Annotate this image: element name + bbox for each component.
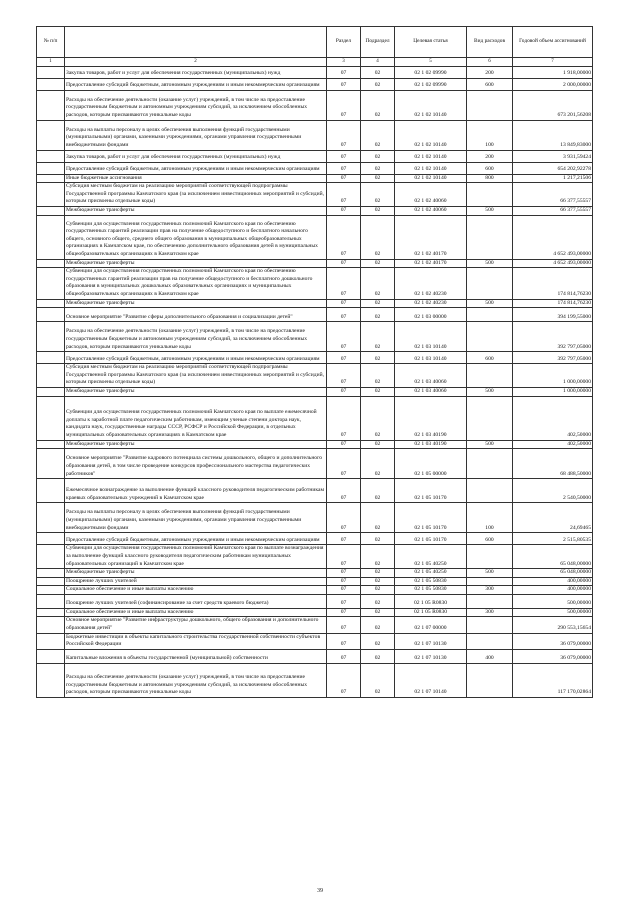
table-row: [37, 206, 593, 215]
row-expense-type-cell: 600: [467, 78, 513, 90]
row-section-cell: 07: [327, 322, 361, 352]
row-name-cell: Субвенции для осуществления государственных полномочий Камчатского края по обеспечению государственных гарантий реализации прав на получение общедоступного и бесплатного дошкольного образования в муниципальных дошкольных образовательных организациях и муниципальных общеобразовательных организациях в Камчатском крае: [65, 268, 327, 299]
row-section-cell: 07: [327, 150, 361, 162]
table-row: [37, 617, 593, 633]
row-target-cell: 02 1 02 10140: [395, 162, 467, 174]
header-target: Целевая статья: [395, 27, 467, 58]
row-number-cell: [37, 162, 65, 174]
row-name-cell: Поощрение лучших учителей: [65, 577, 327, 586]
row-section-cell: 07: [327, 299, 361, 308]
row-total-cell: 13 849,83000: [513, 120, 593, 150]
row-number-cell: [37, 663, 65, 697]
row-target-cell: 02 1 03 40060: [395, 387, 467, 396]
row-subsection-cell: 02: [361, 569, 395, 578]
row-subsection-cell: 02: [361, 577, 395, 586]
row-subsection-cell: 02: [361, 364, 395, 388]
row-name-cell: Предоставление субсидий бюджетным, автономным учреждениям и иным некоммерческим организациям: [65, 78, 327, 90]
row-expense-type-cell: [467, 545, 513, 569]
row-section-cell: 07: [327, 449, 361, 479]
row-expense-type-cell: 500: [467, 569, 513, 578]
row-target-cell: 02 1 05 R0830: [395, 594, 467, 608]
row-section-cell: 07: [327, 503, 361, 533]
row-total-cell: 500,00000: [513, 594, 593, 608]
row-name-cell: Межбюджетные трансферты: [65, 440, 327, 449]
row-section-cell: 07: [327, 78, 361, 90]
row-subsection-cell: 02: [361, 387, 395, 396]
row-subsection-cell: 02: [361, 90, 395, 120]
row-expense-type-cell: 600: [467, 533, 513, 545]
table-row: [37, 364, 593, 388]
row-number-cell: [37, 174, 65, 183]
row-section-cell: 07: [327, 396, 361, 440]
row-name-cell: Межбюджетные трансферты: [65, 299, 327, 308]
row-total-cell: 66 377,55557: [513, 206, 593, 215]
table-row: [37, 503, 593, 533]
row-number-cell: [37, 66, 65, 78]
row-total-cell: 400,00000: [513, 577, 593, 586]
row-total-cell: 500,00000: [513, 608, 593, 617]
row-section-cell: 07: [327, 586, 361, 595]
column-index: 3: [327, 58, 361, 67]
row-name-cell: Иные бюджетные ассигнования: [65, 174, 327, 183]
row-expense-type-cell: 600: [467, 162, 513, 174]
row-expense-type-cell: [467, 308, 513, 322]
header-total: Годовой объем ассигнований: [513, 27, 593, 58]
row-total-cell: 1 217,21506: [513, 174, 593, 183]
row-target-cell: 02 1 07 10130: [395, 633, 467, 649]
table-row: [37, 90, 593, 120]
row-section-cell: 07: [327, 352, 361, 364]
table-row: [37, 545, 593, 569]
row-number-cell: [37, 633, 65, 649]
row-name-cell: Межбюджетные трансферты: [65, 259, 327, 268]
column-index: 2: [65, 58, 327, 67]
row-total-cell: 1 918,00000: [513, 66, 593, 78]
row-number-cell: [37, 268, 65, 299]
row-total-cell: 65 048,00000: [513, 545, 593, 569]
row-name-cell: Расходы на выплаты персоналу в целях обеспечения выполнения функций государственными (муниципальными) органами, казенными учреждениями, органами управления государственными внебюджетными фондами: [65, 503, 327, 533]
row-name-cell: Субсидия местным бюджетам на реализацию мероприятий соответствующей подпрограммы Государственной программы Камчатского края (за исключением инвестиционных мероприятий и субсидий, которым присвоены отдельные коды): [65, 364, 327, 388]
column-index: 7: [513, 58, 593, 67]
table-row: [37, 387, 593, 396]
row-expense-type-cell: 500: [467, 206, 513, 215]
row-target-cell: 02 1 05 R0830: [395, 608, 467, 617]
row-target-cell: 02 1 02 40060: [395, 183, 467, 207]
table-row: [37, 66, 593, 78]
row-name-cell: Закупка товаров, работ и услуг для обеспечения государственных (муниципальных) нужд: [65, 150, 327, 162]
row-target-cell: 02 1 07 10140: [395, 663, 467, 697]
row-target-cell: 02 1 07 00000: [395, 617, 467, 633]
row-section-cell: 07: [327, 90, 361, 120]
budget-sheet: [36, 26, 592, 698]
row-target-cell: 02 1 05 10170: [395, 503, 467, 533]
row-section-cell: 07: [327, 66, 361, 78]
row-name-cell: Расходы на обеспечение деятельности (оказание услуг) учреждений, в том числе на предоставление государственным бюджетным и автономным учреждениям субсидий, за исключением обособленных расходов, которым присваиваются уникальные коды: [65, 663, 327, 697]
row-total-cell: 3 931,59424: [513, 150, 593, 162]
row-name-cell: Поощрение лучших учителей (софинансирование за счет средств краевого бюджета): [65, 594, 327, 608]
row-expense-type-cell: 600: [467, 352, 513, 364]
table-row: [37, 479, 593, 503]
row-number-cell: [37, 120, 65, 150]
row-target-cell: 02 1 07 10130: [395, 649, 467, 663]
row-target-cell: 02 1 03 10140: [395, 352, 467, 364]
table-row: [37, 396, 593, 440]
row-target-cell: 02 1 05 10170: [395, 479, 467, 503]
row-name-cell: Расходы на обеспечение деятельности (оказание услуг) учреждений, в том числе на предоставление государственным бюджетным и автономным учреждениям субсидий, за исключением обособленных расходов, которым присваиваются уникальные коды: [65, 90, 327, 120]
row-section-cell: 07: [327, 364, 361, 388]
table-row: [37, 586, 593, 595]
row-subsection-cell: 02: [361, 649, 395, 663]
row-total-cell: 402,50000: [513, 396, 593, 440]
row-total-cell: 65 048,00000: [513, 569, 593, 578]
row-name-cell: Ежемесячное вознаграждение за выполнение функций классного руководителя педагогическим работникам краевых образовательных учреждений в Камчатском крае: [65, 479, 327, 503]
row-subsection-cell: 02: [361, 586, 395, 595]
row-name-cell: Основное мероприятие "Развитие инфраструктуры дошкольного, общего образования и дополнительного образования детей": [65, 617, 327, 633]
row-total-cell: 290 553,15654: [513, 617, 593, 633]
header-no: № п/п: [37, 27, 65, 58]
row-section-cell: 07: [327, 649, 361, 663]
row-name-cell: Межбюджетные трансферты: [65, 206, 327, 215]
row-expense-type-cell: 500: [467, 299, 513, 308]
row-expense-type-cell: 500: [467, 387, 513, 396]
row-name-cell: Предоставление субсидий бюджетным, автономным учреждениям и иным некоммерческим организациям: [65, 352, 327, 364]
row-name-cell: Социальное обеспечение и иные выплаты населению: [65, 586, 327, 595]
row-subsection-cell: 02: [361, 608, 395, 617]
column-index: 5: [395, 58, 467, 67]
row-section-cell: 07: [327, 387, 361, 396]
row-total-cell: 24,69465: [513, 503, 593, 533]
row-target-cell: 02 1 03 40190: [395, 440, 467, 449]
row-number-cell: [37, 78, 65, 90]
row-name-cell: Субвенции для осуществления государственных полномочий Камчатского края по выплате вознаграждения за выполнение функций классного руководителя педагогическим работникам муниципальных образовательных организаций в Камчатском крае: [65, 545, 327, 569]
row-subsection-cell: 02: [361, 396, 395, 440]
row-total-cell: 673 201,56208: [513, 90, 593, 120]
row-number-cell: [37, 449, 65, 479]
column-index: 1: [37, 58, 65, 67]
row-number-cell: [37, 503, 65, 533]
row-section-cell: 07: [327, 268, 361, 299]
row-target-cell: 02 1 03 40060: [395, 364, 467, 388]
row-section-cell: 07: [327, 663, 361, 697]
row-total-cell: 1 000,00000: [513, 364, 593, 388]
table-row: [37, 594, 593, 608]
row-subsection-cell: 02: [361, 449, 395, 479]
row-expense-type-cell: 100: [467, 120, 513, 150]
row-number-cell: [37, 259, 65, 268]
table-row: [37, 308, 593, 322]
row-name-cell: Бюджетные инвестиции в объекты капитального строительства государственной собственности субъектов Российской Федерации: [65, 633, 327, 649]
row-name-cell: Социальное обеспечение и иные выплаты населению: [65, 608, 327, 617]
row-target-cell: 02 1 02 10140: [395, 174, 467, 183]
row-name-cell: Закупка товаров, работ и услуг для обеспечения государственных (муниципальных) нужд: [65, 66, 327, 78]
row-number-cell: [37, 364, 65, 388]
row-expense-type-cell: [467, 396, 513, 440]
row-name-cell: Субвенции для осуществления государственных полномочий Камчатского края по выплате ежемесячной доплаты к заработной плате педагогическим работникам, имеющим ученые степени доктора наук, кандидата наук, государственные награды СССР, РСФСР и Российской Федерации, в отдельных муниципальных образовательных организациях в Камчатском крае: [65, 396, 327, 440]
header-expense-type: Вид расходов: [467, 27, 513, 58]
row-section-cell: 07: [327, 259, 361, 268]
row-section-cell: 07: [327, 215, 361, 259]
row-section-cell: 07: [327, 174, 361, 183]
row-expense-type-cell: [467, 577, 513, 586]
row-number-cell: [37, 387, 65, 396]
row-number-cell: [37, 206, 65, 215]
row-total-cell: 2 000,00000: [513, 78, 593, 90]
row-section-cell: 07: [327, 545, 361, 569]
row-subsection-cell: 02: [361, 150, 395, 162]
row-expense-type-cell: [467, 633, 513, 649]
column-index: 4: [361, 58, 395, 67]
row-total-cell: 174 814,76230: [513, 299, 593, 308]
row-subsection-cell: 02: [361, 120, 395, 150]
row-number-cell: [37, 617, 65, 633]
row-name-cell: Межбюджетные трансферты: [65, 387, 327, 396]
row-name-cell: Капитальные вложения в объекты государственной (муниципальной) собственности: [65, 649, 327, 663]
page-number: 39: [317, 888, 323, 894]
row-total-cell: 400,00000: [513, 586, 593, 595]
budget-table: [36, 26, 593, 698]
row-name-cell: Основное мероприятие "Развитие сферы дополнительного образования и социализации детей": [65, 308, 327, 322]
row-number-cell: [37, 649, 65, 663]
row-subsection-cell: 02: [361, 533, 395, 545]
table-row: [37, 78, 593, 90]
table-row: [37, 633, 593, 649]
row-total-cell: 68 488,50000: [513, 449, 593, 479]
row-subsection-cell: 02: [361, 308, 395, 322]
header-subsection: Подраздел: [361, 27, 395, 58]
row-subsection-cell: 02: [361, 66, 395, 78]
table-row: [37, 174, 593, 183]
row-target-cell: 02 1 02 40170: [395, 215, 467, 259]
row-subsection-cell: 02: [361, 183, 395, 207]
row-section-cell: 07: [327, 608, 361, 617]
row-section-cell: 07: [327, 479, 361, 503]
row-target-cell: 02 1 05 00000: [395, 449, 467, 479]
row-subsection-cell: 02: [361, 268, 395, 299]
row-name-cell: Расходы на обеспечение деятельности (оказание услуг) учреждений, в том числе на предоставление государственным бюджетным и автономным учреждениям субсидий, за исключением обособленных расходов, которым присваиваются уникальные коды: [65, 322, 327, 352]
table-row: [37, 649, 593, 663]
row-expense-type-cell: [467, 617, 513, 633]
table-row: [37, 533, 593, 545]
row-total-cell: 117 170,02864: [513, 663, 593, 697]
row-target-cell: 02 1 02 10140: [395, 120, 467, 150]
row-total-cell: 2 540,50000: [513, 479, 593, 503]
row-target-cell: 02 1 03 40190: [395, 396, 467, 440]
row-expense-type-cell: [467, 322, 513, 352]
row-section-cell: 07: [327, 594, 361, 608]
row-expense-type-cell: 300: [467, 586, 513, 595]
row-total-cell: 4 652 493,00000: [513, 259, 593, 268]
row-target-cell: 02 1 02 09990: [395, 78, 467, 90]
row-subsection-cell: 02: [361, 440, 395, 449]
row-target-cell: 02 1 02 40230: [395, 299, 467, 308]
row-subsection-cell: 02: [361, 479, 395, 503]
row-target-cell: 02 1 02 10140: [395, 150, 467, 162]
row-name-cell: Предоставление субсидий бюджетным, автономным учреждениям и иным некоммерческим организациям: [65, 162, 327, 174]
row-number-cell: [37, 299, 65, 308]
row-number-cell: [37, 569, 65, 578]
row-number-cell: [37, 577, 65, 586]
row-expense-type-cell: [467, 449, 513, 479]
row-target-cell: 02 1 02 40060: [395, 206, 467, 215]
row-subsection-cell: 02: [361, 162, 395, 174]
row-number-cell: [37, 545, 65, 569]
row-total-cell: 174 814,76230: [513, 268, 593, 299]
row-name-cell: Предоставление субсидий бюджетным, автономным учреждениям и иным некоммерческим организациям: [65, 533, 327, 545]
row-expense-type-cell: [467, 268, 513, 299]
table-row: [37, 608, 593, 617]
row-expense-type-cell: 200: [467, 66, 513, 78]
row-name-cell: Основное мероприятие "Развитие кадрового потенциала системы дошкольного, общего и дополнительного образования детей, в том числе проведение конкурсов профессионального мастерства педагогических работников": [65, 449, 327, 479]
row-target-cell: 02 1 02 09990: [395, 66, 467, 78]
row-section-cell: 07: [327, 617, 361, 633]
table-row: [37, 299, 593, 308]
row-number-cell: [37, 183, 65, 207]
table-row: [37, 215, 593, 259]
table-row: [37, 162, 593, 174]
row-expense-type-cell: [467, 663, 513, 697]
row-target-cell: 02 1 03 10140: [395, 322, 467, 352]
row-name-cell: Субсидия местным бюджетам на реализацию мероприятий соответствующей подпрограммы Государственной программы Камчатского края (за исключением инвестиционных мероприятий и субсидий, которым присвоены отдельные коды): [65, 183, 327, 207]
table-row: [37, 577, 593, 586]
column-index: 6: [467, 58, 513, 67]
row-subsection-cell: 02: [361, 663, 395, 697]
row-expense-type-cell: 500: [467, 440, 513, 449]
row-name-cell: Расходы на выплаты персоналу в целях обеспечения выполнения функций государственными (муниципальными) органами, казенными учреждениями, органами управления государственными внебюджетными фондами: [65, 120, 327, 150]
row-number-cell: [37, 533, 65, 545]
row-target-cell: 02 1 02 40230: [395, 268, 467, 299]
table-row: [37, 259, 593, 268]
row-section-cell: 07: [327, 120, 361, 150]
row-expense-type-cell: 400: [467, 649, 513, 663]
header-section: Раздел: [327, 27, 361, 58]
row-target-cell: 02 1 05 40250: [395, 545, 467, 569]
budget-table-body: [37, 58, 593, 698]
row-target-cell: 02 1 02 10140: [395, 90, 467, 120]
row-subsection-cell: 02: [361, 594, 395, 608]
row-total-cell: 2 515,80535: [513, 533, 593, 545]
row-subsection-cell: 02: [361, 633, 395, 649]
row-expense-type-cell: 500: [467, 259, 513, 268]
row-total-cell: 402,50000: [513, 440, 593, 449]
row-expense-type-cell: [467, 479, 513, 503]
table-row: [37, 440, 593, 449]
row-total-cell: 394 199,55000: [513, 308, 593, 322]
row-subsection-cell: 02: [361, 215, 395, 259]
table-row: [37, 449, 593, 479]
row-target-cell: 02 1 05 50830: [395, 577, 467, 586]
row-expense-type-cell: [467, 594, 513, 608]
row-subsection-cell: 02: [361, 545, 395, 569]
row-number-cell: [37, 440, 65, 449]
row-target-cell: 02 1 05 40250: [395, 569, 467, 578]
row-section-cell: 07: [327, 308, 361, 322]
row-number-cell: [37, 215, 65, 259]
row-total-cell: 66 377,55557: [513, 183, 593, 207]
row-number-cell: [37, 594, 65, 608]
row-expense-type-cell: [467, 183, 513, 207]
row-total-cell: 36 079,00000: [513, 633, 593, 649]
row-target-cell: 02 1 05 50830: [395, 586, 467, 595]
row-expense-type-cell: [467, 90, 513, 120]
table-row: [37, 663, 593, 697]
row-subsection-cell: 02: [361, 299, 395, 308]
row-section-cell: 07: [327, 206, 361, 215]
table-row: [37, 183, 593, 207]
table-row: [37, 569, 593, 578]
row-section-cell: 07: [327, 633, 361, 649]
row-expense-type-cell: 200: [467, 150, 513, 162]
row-section-cell: 07: [327, 577, 361, 586]
row-number-cell: [37, 608, 65, 617]
row-subsection-cell: 02: [361, 617, 395, 633]
row-target-cell: 02 1 02 40170: [395, 259, 467, 268]
row-name-cell: Межбюджетные трансферты: [65, 569, 327, 578]
row-subsection-cell: 02: [361, 503, 395, 533]
row-expense-type-cell: 300: [467, 608, 513, 617]
row-number-cell: [37, 150, 65, 162]
row-subsection-cell: 02: [361, 174, 395, 183]
row-number-cell: [37, 322, 65, 352]
row-total-cell: 654 202,92278: [513, 162, 593, 174]
row-number-cell: [37, 586, 65, 595]
row-number-cell: [37, 396, 65, 440]
row-section-cell: 07: [327, 183, 361, 207]
table-row: [37, 120, 593, 150]
column-index-row: [37, 58, 593, 67]
row-subsection-cell: 02: [361, 322, 395, 352]
row-total-cell: 392 797,05000: [513, 352, 593, 364]
row-total-cell: 1 000,00000: [513, 387, 593, 396]
row-name-cell: Субвенции для осуществления государственных полномочий Камчатского края по обеспечению государственных гарантий реализации прав на получение общедоступного и бесплатного начального общего, основного общего, среднего общего образования в муниципальных общеобразовательных организациях в Камчатском крае, по обеспечению дополнительного образования детей в муниципальных общеобразовательных организациях в Камчатском крае: [65, 215, 327, 259]
row-subsection-cell: 02: [361, 78, 395, 90]
row-number-cell: [37, 479, 65, 503]
header-row: [37, 27, 593, 58]
row-section-cell: 07: [327, 162, 361, 174]
row-expense-type-cell: [467, 215, 513, 259]
row-number-cell: [37, 90, 65, 120]
row-number-cell: [37, 308, 65, 322]
row-total-cell: 392 797,05000: [513, 322, 593, 352]
row-target-cell: 02 1 05 10170: [395, 533, 467, 545]
row-section-cell: 07: [327, 533, 361, 545]
row-subsection-cell: 02: [361, 352, 395, 364]
table-row: [37, 268, 593, 299]
row-subsection-cell: 02: [361, 206, 395, 215]
row-expense-type-cell: 100: [467, 503, 513, 533]
row-total-cell: 36 079,00000: [513, 649, 593, 663]
row-expense-type-cell: [467, 364, 513, 388]
row-section-cell: 07: [327, 569, 361, 578]
row-target-cell: 02 1 03 00000: [395, 308, 467, 322]
row-section-cell: 07: [327, 440, 361, 449]
row-expense-type-cell: 800: [467, 174, 513, 183]
row-total-cell: 4 652 493,00000: [513, 215, 593, 259]
table-row: [37, 150, 593, 162]
header-name: [65, 27, 327, 58]
table-row: [37, 352, 593, 364]
table-row: [37, 322, 593, 352]
row-subsection-cell: 02: [361, 259, 395, 268]
row-number-cell: [37, 352, 65, 364]
